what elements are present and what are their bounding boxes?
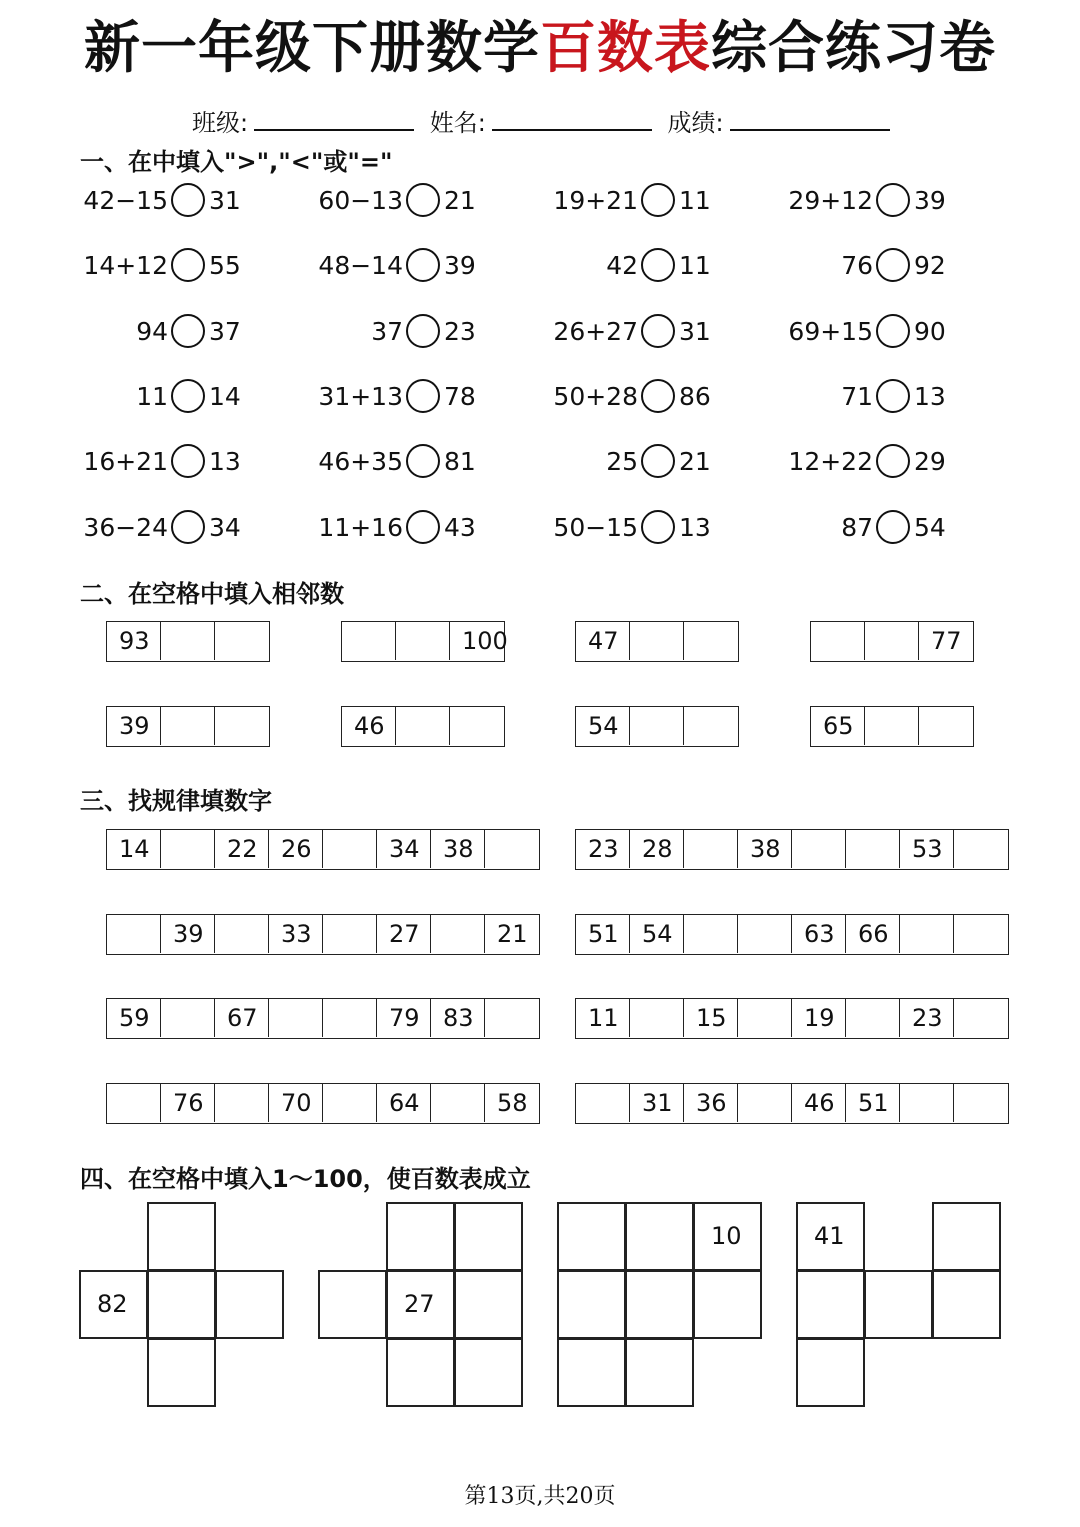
blank-cell[interactable] — [954, 830, 1008, 868]
comparison-right: 14 — [209, 381, 241, 411]
comparison-item — [0, 181, 260, 221]
neighbor-row — [341, 706, 505, 747]
blank-cell[interactable] — [846, 999, 900, 1037]
number-cell: 21 — [497, 920, 528, 948]
comparison-item — [470, 508, 730, 548]
number-cell: 36 — [684, 1084, 738, 1122]
chart-cell[interactable] — [693, 1270, 762, 1339]
number-cell: 46 — [792, 1084, 846, 1122]
answer-circle[interactable] — [876, 444, 910, 478]
blank-cell[interactable] — [485, 830, 539, 868]
neighbor-row — [575, 621, 739, 662]
comparison-right: 13 — [209, 447, 241, 477]
pattern-row — [106, 914, 540, 955]
chart-cell[interactable] — [557, 1270, 626, 1339]
number-cell: 58 — [497, 1089, 528, 1117]
comparison-right: 13 — [679, 512, 711, 542]
blank-cell[interactable] — [161, 622, 215, 660]
chart-cell[interactable] — [864, 1270, 933, 1339]
number-cell: 76 — [161, 1084, 215, 1122]
answer-circle[interactable] — [406, 248, 440, 282]
comparison-item — [235, 312, 495, 352]
number-cell: 33 — [269, 915, 323, 953]
comparison-item — [0, 246, 260, 286]
comparison-left: 11+16 — [318, 512, 403, 542]
comparison-right: 90 — [914, 316, 946, 346]
neighbor-row — [575, 706, 739, 747]
blank-cell[interactable] — [323, 999, 377, 1037]
pattern-row — [106, 829, 540, 870]
chart-cell[interactable] — [147, 1270, 216, 1339]
blank-cell[interactable] — [269, 999, 323, 1037]
comparison-left: 37 — [371, 316, 403, 346]
comparison-left: 19+21 — [553, 186, 638, 215]
chart-cell[interactable] — [454, 1202, 523, 1271]
chart-cell[interactable] — [932, 1270, 1001, 1339]
comparison-left: 50+28 — [553, 381, 638, 411]
neighbor-row — [810, 621, 974, 662]
number-cell: 14 — [107, 830, 161, 868]
number-cell: 63 — [792, 915, 846, 953]
comparison-left: 14+12 — [83, 251, 168, 281]
comparison-left: 42 — [606, 251, 638, 281]
blank-cell[interactable] — [485, 999, 539, 1037]
chart-cell[interactable] — [386, 1338, 455, 1407]
number-cell: 22 — [215, 830, 269, 868]
blank-cell[interactable] — [684, 830, 738, 868]
comparison-item — [705, 377, 965, 417]
blank-cell[interactable] — [342, 622, 396, 660]
blank-cell[interactable] — [161, 707, 215, 745]
number-cell: 51 — [846, 1084, 900, 1122]
blank-cell[interactable] — [431, 1084, 485, 1122]
answer-circle[interactable] — [171, 248, 205, 282]
comparison-right: 31 — [209, 186, 241, 215]
comparison-right: 92 — [914, 251, 946, 281]
answer-circle[interactable] — [641, 510, 675, 544]
comparison-right: 39 — [444, 251, 476, 281]
neighbor-row — [341, 621, 508, 662]
title-part2: 综合练习卷 — [711, 16, 996, 81]
number-cell: 66 — [846, 915, 900, 953]
answer-circle[interactable] — [876, 183, 910, 217]
comparison-right: 86 — [679, 381, 711, 411]
blank-cell[interactable] — [576, 1084, 630, 1122]
comparison-item — [705, 312, 965, 352]
comparison-item — [470, 181, 730, 221]
pattern-row — [575, 914, 1009, 955]
number-cell: 83 — [431, 999, 485, 1037]
chart-cell[interactable] — [386, 1202, 455, 1271]
comparison-item — [470, 442, 730, 482]
blank-cell[interactable] — [161, 830, 215, 868]
number-cell: 28 — [630, 830, 684, 868]
chart-cell[interactable]: 10 — [693, 1202, 762, 1271]
blank-cell[interactable] — [954, 999, 1008, 1037]
answer-circle[interactable] — [406, 444, 440, 478]
comparison-right: 55 — [209, 251, 241, 281]
number-cell: 19 — [792, 999, 846, 1037]
number-cell: 54 — [630, 915, 684, 953]
comparison-left: 16+21 — [83, 447, 168, 477]
blank-cell[interactable] — [900, 915, 954, 953]
comparison-left: 69+15 — [788, 316, 873, 346]
section1-heading: 一、在中填入">","<"或"=" — [80, 148, 393, 176]
answer-circle[interactable] — [641, 183, 675, 217]
comparison-left: 36−24 — [83, 512, 168, 542]
blank-cell[interactable] — [323, 1084, 377, 1122]
comparison-item — [235, 246, 495, 286]
student-info — [192, 106, 898, 140]
number-cell: 46 — [342, 707, 396, 745]
neighbor-row — [106, 621, 270, 662]
blank-cell[interactable] — [684, 707, 738, 745]
blank-cell[interactable] — [865, 707, 919, 745]
comparison-right: 43 — [444, 512, 476, 542]
blank-cell[interactable] — [323, 915, 377, 953]
number-cell: 27 — [377, 915, 431, 953]
number-cell: 34 — [377, 830, 431, 868]
number-cell: 51 — [576, 915, 630, 953]
neighbor-row — [810, 706, 974, 747]
blank-cell[interactable] — [431, 915, 485, 953]
comparison-item — [0, 312, 260, 352]
answer-circle[interactable] — [641, 314, 675, 348]
number-cell: 70 — [269, 1084, 323, 1122]
answer-circle[interactable] — [171, 379, 205, 413]
comparison-item — [235, 508, 495, 548]
comparison-right: 21 — [444, 186, 476, 215]
pattern-row — [106, 998, 540, 1039]
answer-circle[interactable] — [876, 314, 910, 348]
section2-heading: 二、在空格中填入相邻数 — [80, 580, 344, 608]
number-cell: 54 — [576, 707, 630, 745]
comparison-right: 23 — [444, 316, 476, 346]
comparison-right: 78 — [444, 381, 476, 411]
blank-cell[interactable] — [630, 999, 684, 1037]
comparison-left: 48−14 — [318, 251, 403, 281]
class-field[interactable]: 班级: — [192, 106, 414, 140]
chart-cell[interactable] — [625, 1202, 694, 1271]
blank-cell[interactable] — [396, 622, 450, 660]
number-cell: 100 — [462, 627, 508, 655]
comparison-item — [705, 508, 965, 548]
pattern-row — [575, 1083, 1009, 1124]
blank-cell[interactable] — [323, 830, 377, 868]
comparison-left: 12+22 — [788, 447, 873, 477]
blank-cell[interactable] — [919, 707, 973, 745]
number-cell: 47 — [576, 622, 630, 660]
comparison-left: 60−13 — [318, 186, 403, 215]
number-cell: 53 — [900, 830, 954, 868]
comparison-right: 29 — [914, 447, 946, 477]
comparison-right: 54 — [914, 512, 946, 542]
number-cell: 23 — [900, 999, 954, 1037]
comparison-right: 21 — [679, 447, 711, 477]
pattern-row — [575, 998, 1009, 1039]
pattern-row — [106, 1083, 540, 1124]
comparison-left: 87 — [841, 512, 873, 542]
comparison-left: 26+27 — [553, 316, 638, 346]
answer-circle[interactable] — [171, 444, 205, 478]
number-cell: 59 — [107, 999, 161, 1037]
answer-circle[interactable] — [171, 314, 205, 348]
blank-cell[interactable] — [738, 999, 792, 1037]
answer-circle[interactable] — [406, 183, 440, 217]
blank-cell[interactable] — [630, 622, 684, 660]
comparison-item — [470, 312, 730, 352]
blank-cell[interactable] — [215, 707, 269, 745]
comparison-item — [0, 508, 260, 548]
comparison-left: 29+12 — [788, 186, 873, 215]
comparison-left: 31+13 — [318, 381, 403, 411]
blank-cell[interactable] — [811, 622, 865, 660]
number-cell: 67 — [215, 999, 269, 1037]
number-cell: 79 — [377, 999, 431, 1037]
comparison-left: 25 — [606, 447, 638, 477]
comparison-right: 34 — [209, 512, 241, 542]
neighbor-row — [106, 706, 270, 747]
answer-circle[interactable] — [406, 510, 440, 544]
blank-cell[interactable] — [215, 1084, 269, 1122]
page-title — [0, 14, 1080, 84]
chart-cell[interactable] — [147, 1338, 216, 1407]
number-cell: 38 — [431, 830, 485, 868]
blank-cell[interactable] — [215, 915, 269, 953]
chart-cell[interactable]: 27 — [386, 1270, 455, 1339]
chart-cell[interactable] — [625, 1338, 694, 1407]
chart-cell[interactable] — [147, 1202, 216, 1271]
comparison-item — [470, 246, 730, 286]
comparison-item — [235, 377, 495, 417]
blank-cell[interactable] — [684, 622, 738, 660]
answer-circle[interactable] — [171, 510, 205, 544]
blank-cell[interactable] — [865, 622, 919, 660]
comparison-right: 11 — [679, 186, 711, 215]
section3-heading: 三、找规律填数字 — [80, 787, 272, 815]
blank-cell[interactable] — [396, 707, 450, 745]
comparison-item — [470, 377, 730, 417]
number-cell: 26 — [269, 830, 323, 868]
blank-cell[interactable] — [107, 1084, 161, 1122]
number-cell: 64 — [377, 1084, 431, 1122]
chart-cell[interactable]: 82 — [79, 1270, 148, 1339]
comparison-left: 94 — [136, 316, 168, 346]
chart-cell[interactable] — [796, 1338, 865, 1407]
number-cell: 39 — [161, 915, 215, 953]
blank-cell[interactable] — [684, 915, 738, 953]
comparison-right: 31 — [679, 316, 711, 346]
answer-circle[interactable] — [876, 510, 910, 544]
number-cell: 38 — [738, 830, 792, 868]
answer-circle[interactable] — [406, 314, 440, 348]
comparison-item — [0, 442, 260, 482]
number-cell: 31 — [630, 1084, 684, 1122]
answer-circle[interactable] — [641, 379, 675, 413]
blank-cell[interactable] — [792, 830, 846, 868]
chart-cell[interactable]: 41 — [796, 1202, 865, 1271]
blank-cell[interactable] — [738, 1084, 792, 1122]
blank-cell[interactable] — [900, 1084, 954, 1122]
comparison-item — [235, 442, 495, 482]
blank-cell[interactable] — [161, 999, 215, 1037]
page-footer: 第13页,共20页 — [464, 1484, 616, 1509]
answer-circle[interactable] — [406, 379, 440, 413]
answer-circle[interactable] — [876, 379, 910, 413]
blank-cell[interactable] — [630, 707, 684, 745]
comparison-left: 50−15 — [553, 512, 638, 542]
blank-cell[interactable] — [738, 915, 792, 953]
comparison-item — [705, 181, 965, 221]
number-cell: 65 — [811, 707, 865, 745]
comparison-right: 39 — [914, 186, 946, 215]
answer-circle[interactable] — [171, 183, 205, 217]
number-cell: 93 — [107, 622, 161, 660]
number-cell: 23 — [576, 830, 630, 868]
number-cell: 39 — [107, 707, 161, 745]
comparison-left: 42−15 — [83, 186, 168, 215]
chart-cell[interactable] — [454, 1270, 523, 1339]
blank-cell[interactable] — [215, 622, 269, 660]
section4-heading: 四、在空格中填入1～100，使百数表成立 — [80, 1165, 531, 1193]
blank-cell[interactable] — [450, 707, 504, 745]
comparison-item — [0, 377, 260, 417]
number-cell: 15 — [684, 999, 738, 1037]
chart-cell[interactable] — [318, 1270, 387, 1339]
comparison-right: 13 — [914, 381, 946, 411]
comparison-left: 71 — [841, 381, 873, 411]
comparison-right: 11 — [679, 251, 711, 281]
comparison-right: 37 — [209, 316, 241, 346]
comparison-item — [705, 246, 965, 286]
chart-cell[interactable] — [557, 1338, 626, 1407]
answer-circle[interactable] — [641, 248, 675, 282]
blank-cell[interactable] — [846, 830, 900, 868]
comparison-left: 76 — [841, 251, 873, 281]
chart-cell[interactable] — [215, 1270, 284, 1339]
comparison-item — [705, 442, 965, 482]
comparison-left: 46+35 — [318, 447, 403, 477]
comparison-left: 11 — [136, 381, 168, 411]
chart-cell[interactable] — [454, 1338, 523, 1407]
comparison-item — [235, 181, 495, 221]
chart-cell[interactable] — [932, 1202, 1001, 1271]
score-field[interactable]: 成绩: — [667, 106, 889, 140]
number-cell: 11 — [576, 999, 630, 1037]
blank-cell[interactable] — [954, 1084, 1008, 1122]
answer-circle[interactable] — [876, 248, 910, 282]
blank-cell[interactable] — [954, 915, 1008, 953]
pattern-row — [575, 829, 1009, 870]
title-part1: 新一年级下册数学 — [84, 16, 540, 81]
chart-cell[interactable] — [557, 1202, 626, 1271]
name-field[interactable]: 姓名: — [430, 106, 652, 140]
answer-circle[interactable] — [641, 444, 675, 478]
chart-cell[interactable] — [796, 1270, 865, 1339]
title-highlight: 百数表 — [540, 16, 711, 81]
blank-cell[interactable] — [107, 915, 161, 953]
comparison-right: 81 — [444, 447, 476, 477]
number-cell: 77 — [931, 627, 962, 655]
chart-cell[interactable] — [625, 1270, 694, 1339]
